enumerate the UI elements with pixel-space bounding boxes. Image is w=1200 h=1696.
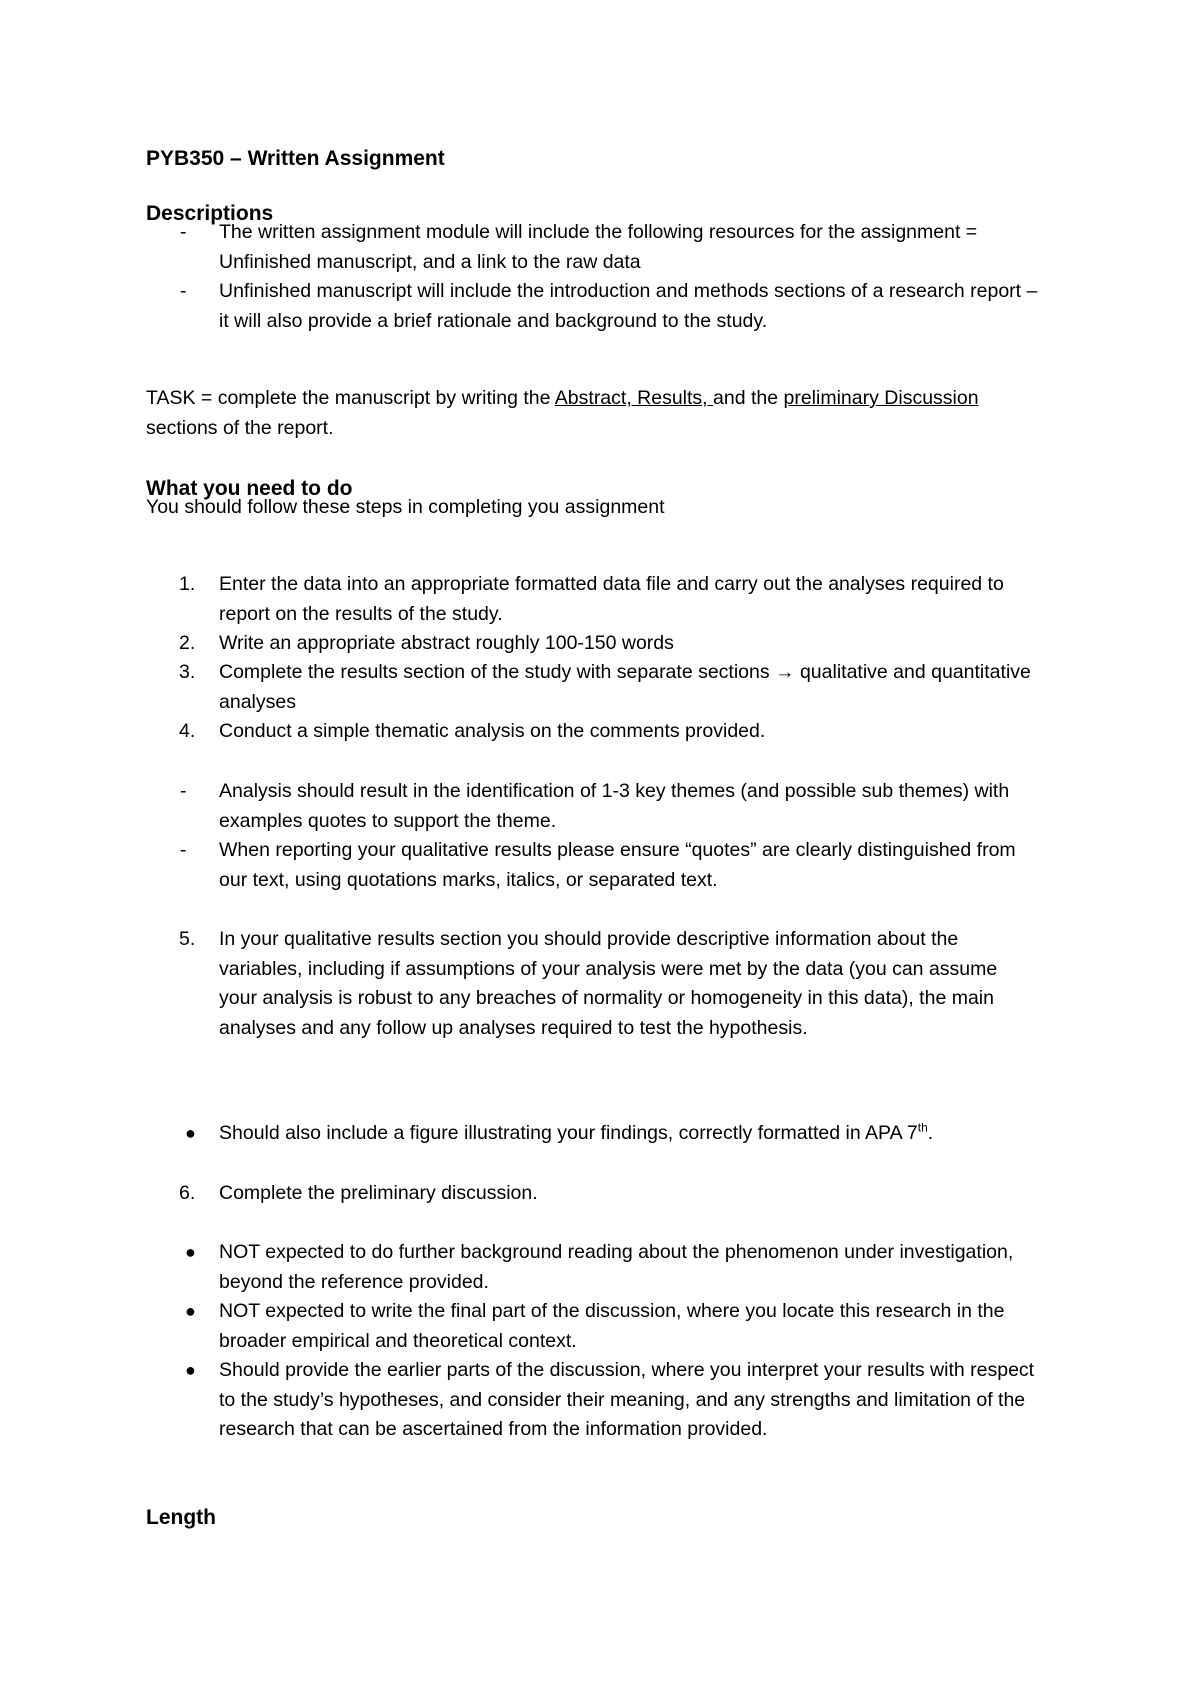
bullet-text: Should provide the earlier parts of the discussion, where you interpret your results with respect to the study’s hypotheses, and consider their meaning, and any strengths and limitation of the research that can be ascertained from the information provided. [219,1359,1035,1440]
step-number: 4. [179,720,196,742]
step-number: 3. [179,661,196,683]
step-number: 2. [179,632,196,654]
dash-marker: - [180,839,187,861]
what-to-do-heading: What you need to do [146,477,353,500]
task-suffix: sections of the report. [146,416,334,439]
step-text: Enter the data into an appropriate formatted data file and carry out the analyses required to report on the results of the study. [219,573,1004,625]
descriptions-heading: Descriptions [146,202,274,225]
step-number: 6. [179,1182,196,1204]
step-text: Write an appropriate abstract roughly 100-150 words [219,632,674,654]
analysis-text-2: When reporting your qualitative results please ensure “quotes” are clearly distinguished from our text, using quotations marks, italics, or separated text. [219,839,1016,891]
bullet-marker: ● [185,1301,196,1321]
task-discussion-link: preliminary Discussion [783,387,979,409]
ordinal-suffix: th [917,1120,928,1135]
figure-text: Should also include a figure illustrating your findings, correctly formatted in APA 7 [219,1122,918,1144]
step-text: In your qualitative results section you should provide descriptive information about the variables, including if assumptions of your analysis were met by the data (you can assume your analysis is robust to any breaches of normality or homogeneity in this data), the main analyses and any follow up analyses required to test the hypothesis. [219,928,998,1039]
task-prefix: TASK = complete the manuscript by writing the [146,387,555,409]
what-to-do-intro: You should follow these steps in completing you assignment [146,496,665,518]
dash-marker: - [180,280,187,302]
step-text: Complete the results section of the study with separate sections → qualitative and quantitative analyses [219,661,1031,713]
bullet-marker: ● [185,1123,196,1143]
figure-bullet-text [219,1119,1039,1149]
dash-marker: - [180,780,187,802]
bullet-marker: ● [185,1242,196,1262]
bullet-text: NOT expected to do further background reading about the phenomenon under investigation, beyond the reference provided. [219,1241,1014,1293]
document-title: PYB350 – Written Assignment [146,147,445,170]
bullet-marker: ● [185,1360,196,1380]
figure-end: . [927,1122,934,1144]
task-mid: and the [713,387,784,409]
description-text-2: Unfinished manuscript will include the introduction and methods sections of a research report – it will also provide a brief rationale and background to the study. [219,280,1038,332]
step-text: Complete the preliminary discussion. [219,1182,538,1204]
step-number: 5. [179,928,196,950]
step-text: Conduct a simple thematic analysis on the comments provided. [219,720,766,742]
task-paragraph [146,384,1006,443]
description-text-1: The written assignment module will include the following resources for the assignment = Unfinished manuscript, and a link to the raw data [219,221,978,273]
task-sections-link: Abstract, Results, [554,387,714,409]
dash-marker: - [180,221,187,243]
step-number: 1. [179,573,196,595]
bullet-text: NOT expected to write the final part of the discussion, where you locate this research in the broader empirical and theoretical context. [219,1300,1005,1352]
length-heading: Length [146,1506,216,1529]
analysis-text-1: Analysis should result in the identification of 1-3 key themes (and possible sub themes) with examples quotes to support the theme. [219,780,1010,832]
